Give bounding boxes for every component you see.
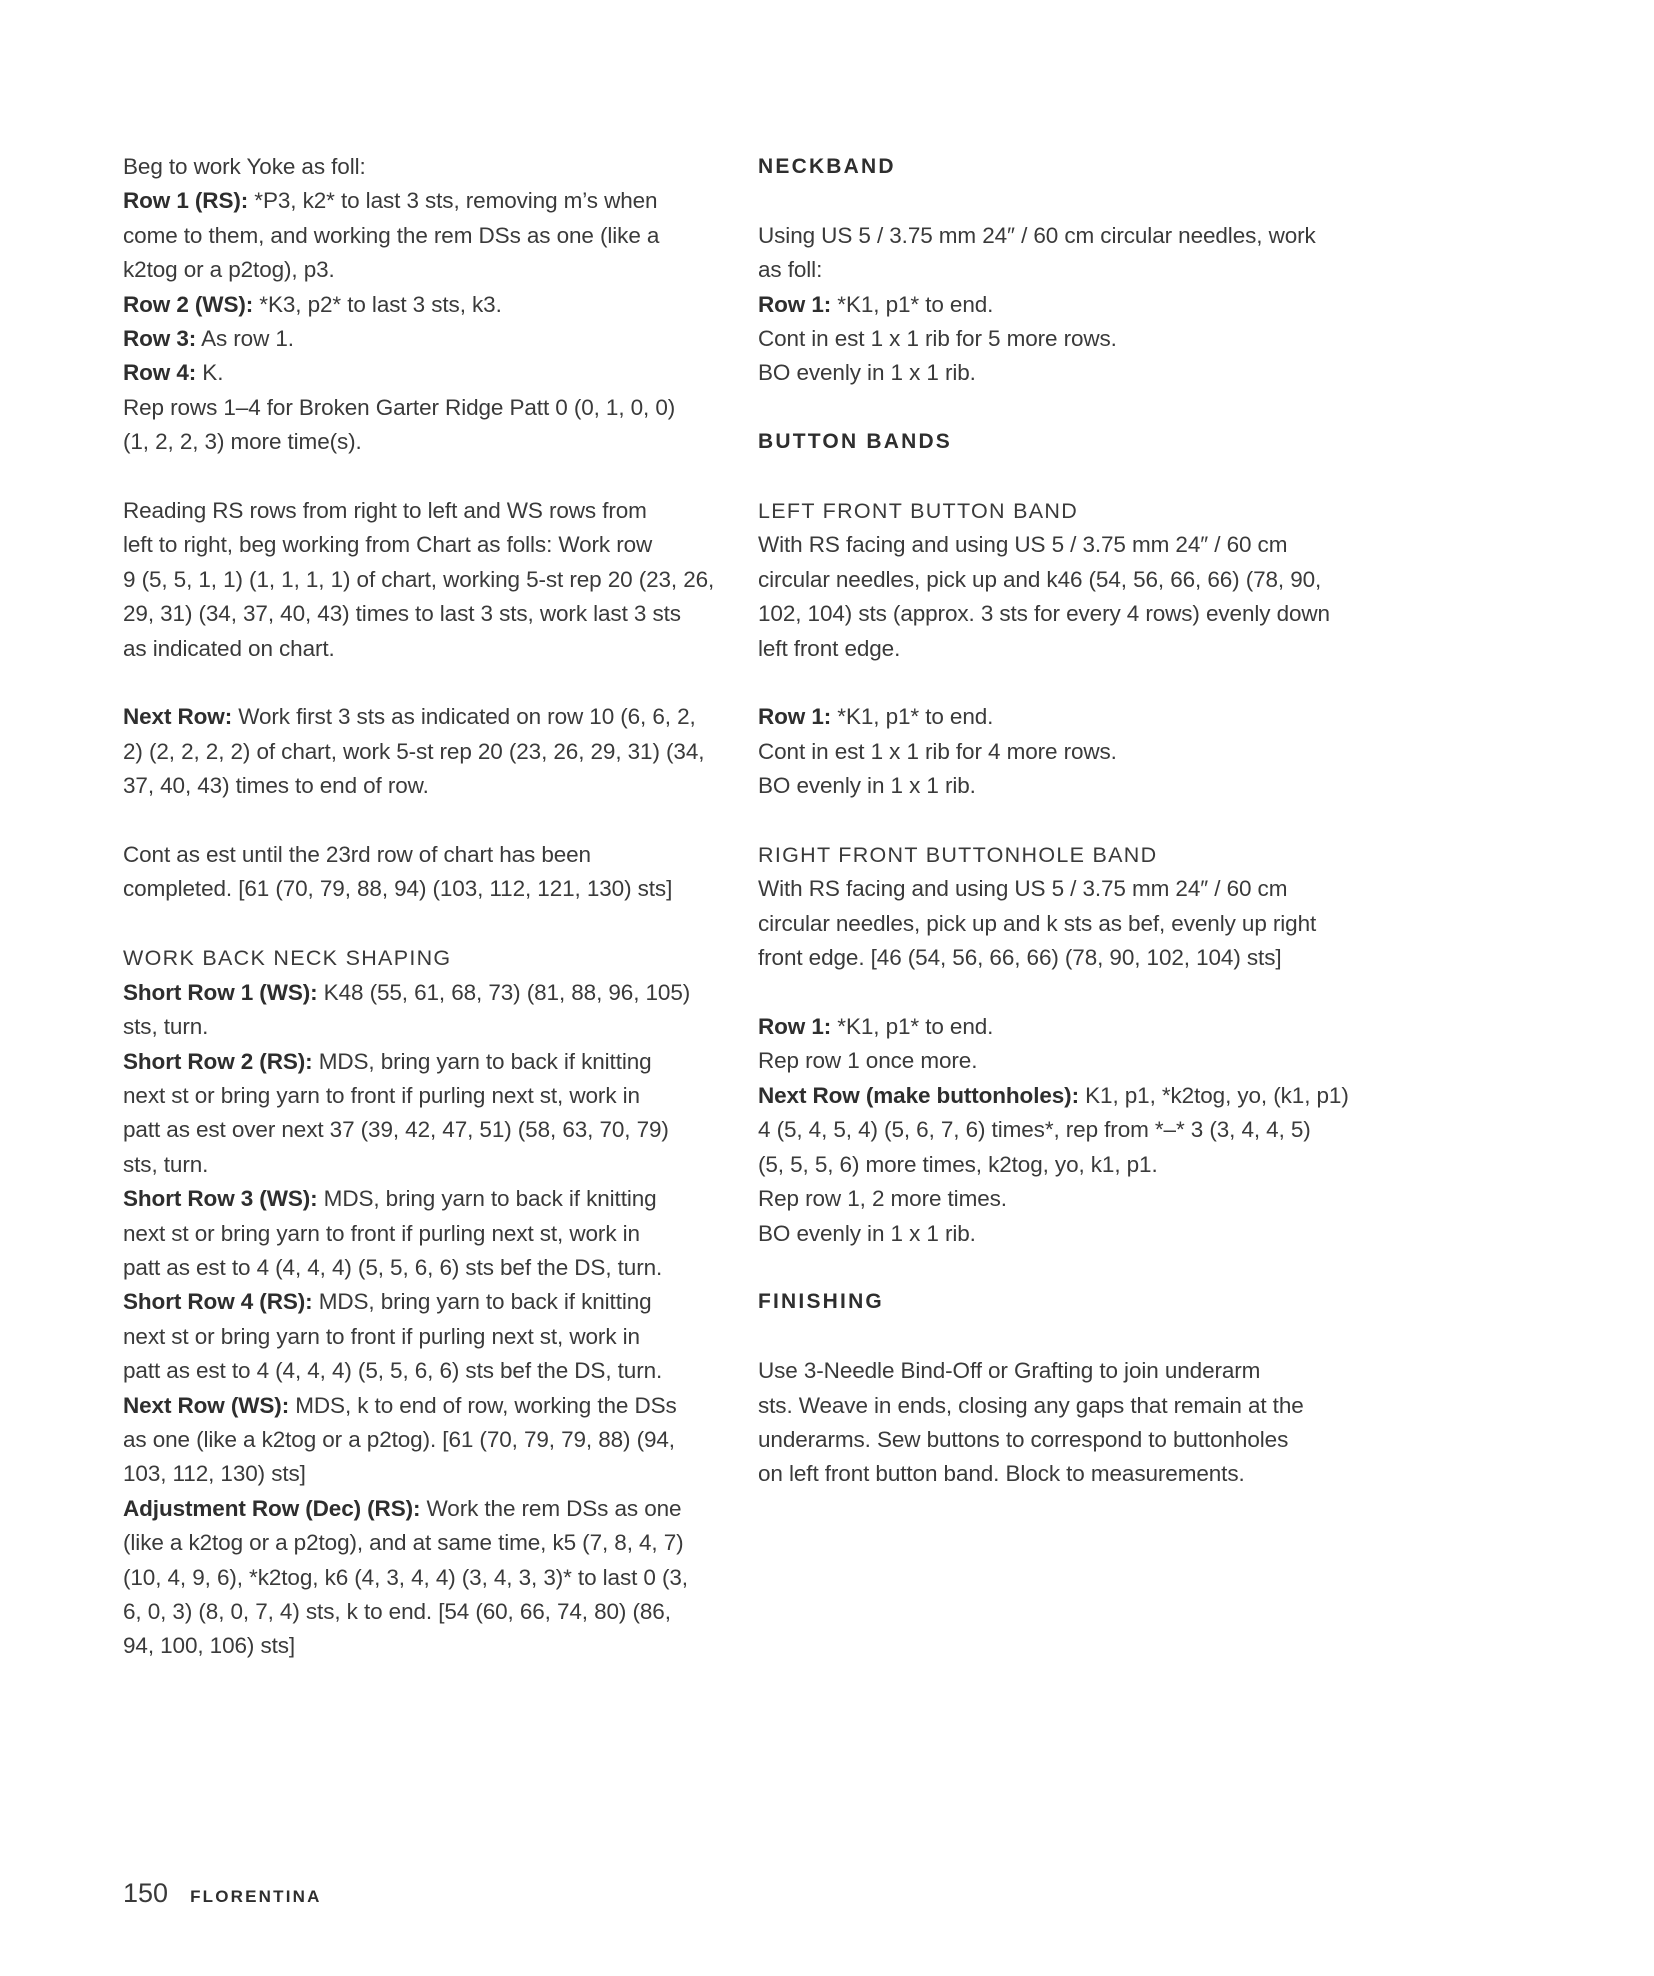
yoke-intro: Beg to work Yoke as foll:: [123, 154, 366, 179]
row3-line: [123, 322, 729, 356]
next-row-ws-text: MDS, k to end of row, working the DSs: [289, 1392, 677, 1418]
right-band-rep2: Rep row 1, 2 more times.: [758, 1186, 1007, 1212]
neckband-line2: as foll:: [758, 257, 823, 283]
short-row3-label: Short Row 3 (WS):: [123, 1186, 318, 1212]
right-column: [758, 150, 1364, 1492]
next-row-ws-line3: 103, 112, 130) sts]: [123, 1461, 306, 1487]
short-row3-text: MDS, bring yarn to back if knitting: [317, 1186, 657, 1212]
short-row4-text: MDS, bring yarn to back if knitting: [312, 1289, 652, 1315]
right-band-section: [758, 838, 1364, 976]
short-row1-text: K48 (55, 61, 68, 73) (81, 88, 96, 105): [317, 979, 691, 1005]
short-row4-line3: patt as est to 4 (4, 4, 4) (5, 5, 6, 6) sts bef the DS, turn.: [123, 1358, 663, 1384]
row2-line: [123, 288, 729, 322]
short-row2-line3: patt as est over next 37 (39, 42, 47, 51) (58, 63, 70, 79): [123, 1117, 669, 1143]
buttonhole-row-label: Next Row (make buttonholes):: [758, 1082, 1079, 1108]
row2-text: *K3, p2* to last 3 sts, k3.: [253, 291, 502, 317]
short-row1-line2: sts, turn.: [123, 1014, 209, 1040]
left-band-line4: left front edge.: [758, 635, 901, 661]
left-column: [123, 150, 729, 1664]
reading-line3: 9 (5, 5, 1, 1) (1, 1, 1, 1) of chart, working 5-st rep 20 (23, 26,: [123, 566, 715, 592]
rep-line1: Rep rows 1–4 for Broken Garter Ridge Patt 0 (0, 1, 0, 0): [123, 394, 676, 420]
next-row-line2: 2) (2, 2, 2, 2) of chart, work 5-st rep 20 (23, 26, 29, 31) (34,: [123, 738, 705, 764]
right-band-bo: BO evenly in 1 x 1 rib.: [758, 1220, 976, 1246]
left-band-bo: BO evenly in 1 x 1 rib.: [758, 773, 976, 799]
left-band-rows: [758, 700, 1364, 803]
finishing-line2: sts. Weave in ends, closing any gaps that remain at the: [758, 1392, 1304, 1418]
next-row-text: Work first 3 sts as indicated on row 10 (6, 6, 2,: [232, 704, 696, 730]
row2-label: Row 2 (WS):: [123, 291, 254, 317]
left-band-row1-text: *K1, p1* to end.: [831, 704, 994, 730]
right-band-row1-line: [758, 1010, 1364, 1044]
neckband-cont: Cont in est 1 x 1 rib for 5 more rows.: [758, 326, 1117, 352]
neckband-row1-text: *K1, p1* to end.: [831, 291, 994, 317]
footer-title: FLORENTINA: [190, 1887, 322, 1906]
next-row-line3: 37, 40, 43) times to end of row.: [123, 773, 429, 799]
neckband-section: [758, 150, 1364, 391]
next-row-ws-line1: [123, 1389, 729, 1423]
finishing-section: [758, 1285, 1364, 1491]
row1-text: *P3, k2* to last 3 sts, removing m’s when: [248, 188, 658, 214]
left-band-row1-line: [758, 700, 1364, 734]
short-row4-label: Short Row 4 (RS):: [123, 1289, 313, 1315]
neckband-heading: NECKBAND: [758, 155, 896, 178]
row1-label: Row 1 (RS):: [123, 188, 249, 214]
adjustment-row-text: Work the rem DSs as one: [420, 1495, 682, 1521]
page-footer: [123, 1878, 322, 1909]
short-row3-line1: [123, 1182, 729, 1216]
right-band-line2: circular needles, pick up and k sts as bef, evenly up right: [758, 910, 1317, 936]
neckband-bo: BO evenly in 1 x 1 rib.: [758, 360, 976, 386]
left-band-cont: Cont in est 1 x 1 rib for 4 more rows.: [758, 738, 1117, 764]
finishing-line1: Use 3-Needle Bind-Off or Grafting to join underarm: [758, 1358, 1261, 1384]
neckband-row1-label: Row 1:: [758, 291, 832, 317]
right-band-rep: Rep row 1 once more.: [758, 1048, 978, 1074]
short-row1-label: Short Row 1 (WS):: [123, 979, 318, 1005]
buttonhole-row-line3: (5, 5, 5, 6) more times, k2tog, yo, k1, p1.: [758, 1151, 1158, 1177]
neckband-line1: Using US 5 / 3.75 mm 24″ / 60 cm circular needles, work: [758, 222, 1316, 248]
right-band-line1: With RS facing and using US 5 / 3.75 mm 24″ / 60 cm: [758, 876, 1288, 902]
cont-paragraph: [123, 838, 729, 907]
right-band-heading: RIGHT FRONT BUTTONHOLE BAND: [758, 843, 1158, 868]
cont-line1: Cont as est until the 23rd row of chart has been: [123, 842, 591, 868]
row1-line: [123, 184, 729, 218]
next-row-ws-label: Next Row (WS):: [123, 1392, 290, 1418]
reading-line5: as indicated on chart.: [123, 635, 335, 661]
left-band-row1-label: Row 1:: [758, 704, 832, 730]
right-band-line3: front edge. [46 (54, 56, 66, 66) (78, 90, 102, 104) sts]: [758, 945, 1282, 971]
adjustment-row-line1: [123, 1492, 729, 1526]
row3-text: As row 1.: [196, 326, 294, 352]
buttonhole-row-text: K1, p1, *k2tog, yo, (k1, p1): [1078, 1082, 1349, 1108]
finishing-line4: on left front button band. Block to measurements.: [758, 1461, 1245, 1487]
page-number: 150: [123, 1878, 169, 1908]
right-band-row1-text: *K1, p1* to end.: [831, 1014, 994, 1040]
reading-line2: left to right, beg working from Chart as folls: Work row: [123, 532, 653, 558]
left-band-heading: LEFT FRONT BUTTON BAND: [758, 499, 1079, 524]
short-row3-line2: next st or bring yarn to front if purling next st, work in: [123, 1220, 640, 1246]
next-row-ws-line2: as one (like a k2tog or a p2tog). [61 (70, 79, 79, 88) (94,: [123, 1426, 675, 1452]
cont-line2: completed. [61 (70, 79, 88, 94) (103, 112, 121, 130) sts]: [123, 876, 673, 902]
rep-line2: (1, 2, 2, 3) more time(s).: [123, 429, 362, 455]
finishing-line3: underarms. Sew buttons to correspond to buttonholes: [758, 1426, 1289, 1452]
next-row-label: Next Row:: [123, 704, 233, 730]
adjustment-row-label: Adjustment Row (Dec) (RS):: [123, 1495, 421, 1521]
yoke-instructions: [123, 150, 729, 460]
short-row3-line3: patt as est to 4 (4, 4, 4) (5, 5, 6, 6) sts bef the DS, turn.: [123, 1254, 663, 1280]
buttonhole-row-line2: 4 (5, 4, 5, 4) (5, 6, 7, 6) times*, rep from *–* 3 (3, 4, 4, 5): [758, 1117, 1311, 1143]
row1-text-line2: come to them, and working the rem DSs as one (like a: [123, 222, 660, 248]
neckband-row1-line: [758, 288, 1364, 322]
short-row2-line1: [123, 1045, 729, 1079]
right-band-row1-label: Row 1:: [758, 1014, 832, 1040]
short-row4-line1: [123, 1285, 729, 1319]
button-bands-section: [758, 425, 1364, 666]
next-row-paragraph: [123, 700, 729, 803]
back-neck-heading: WORK BACK NECK SHAPING: [123, 946, 452, 971]
row1-text-line3: k2tog or a p2tog), p3.: [123, 257, 335, 283]
row4-label: Row 4:: [123, 360, 197, 386]
short-row2-line4: sts, turn.: [123, 1151, 209, 1177]
left-band-line2: circular needles, pick up and k46 (54, 56, 66, 66) (78, 90,: [758, 566, 1322, 592]
left-band-line3: 102, 104) sts (approx. 3 sts for every 4 rows) evenly down: [758, 601, 1330, 627]
short-row1-line1: [123, 976, 729, 1010]
adjustment-row-line4: 6, 0, 3) (8, 0, 7, 4) sts, k to end. [54 (60, 66, 74, 80) (86,: [123, 1599, 671, 1624]
adjustment-row-line2: (like a k2tog or a p2tog), and at same time, k5 (7, 8, 4, 7): [123, 1530, 684, 1556]
finishing-heading: FINISHING: [758, 1290, 884, 1314]
buttonhole-row-line1: [758, 1079, 1364, 1113]
adjustment-row-line5: 94, 100, 106) sts]: [123, 1633, 296, 1659]
reading-line4: 29, 31) (34, 37, 40, 43) times to last 3 sts, work last 3 sts: [123, 601, 681, 627]
short-row2-text: MDS, bring yarn to back if knitting: [312, 1048, 652, 1074]
short-row4-line2: next st or bring yarn to front if purling next st, work in: [123, 1323, 640, 1349]
row4-text: K.: [196, 360, 224, 386]
short-row2-label: Short Row 2 (RS):: [123, 1048, 313, 1074]
left-band-line1: With RS facing and using US 5 / 3.75 mm 24″ / 60 cm: [758, 532, 1288, 558]
reading-line1: Reading RS rows from right to left and WS rows from: [123, 498, 647, 524]
chart-reading-paragraph: [123, 494, 729, 666]
button-bands-heading: BUTTON BANDS: [758, 430, 953, 454]
row4-line: [123, 356, 729, 390]
row3-label: Row 3:: [123, 326, 197, 352]
next-row-line1: [123, 700, 729, 734]
right-band-rows: [758, 1010, 1364, 1251]
back-neck-section: [123, 941, 729, 1664]
adjustment-row-line3: (10, 4, 9, 6), *k2tog, k6 (4, 3, 4, 4) (3, 4, 3, 3)* to last 0 (3,: [123, 1564, 688, 1590]
short-row2-line2: next st or bring yarn to front if purling next st, work in: [123, 1082, 640, 1108]
